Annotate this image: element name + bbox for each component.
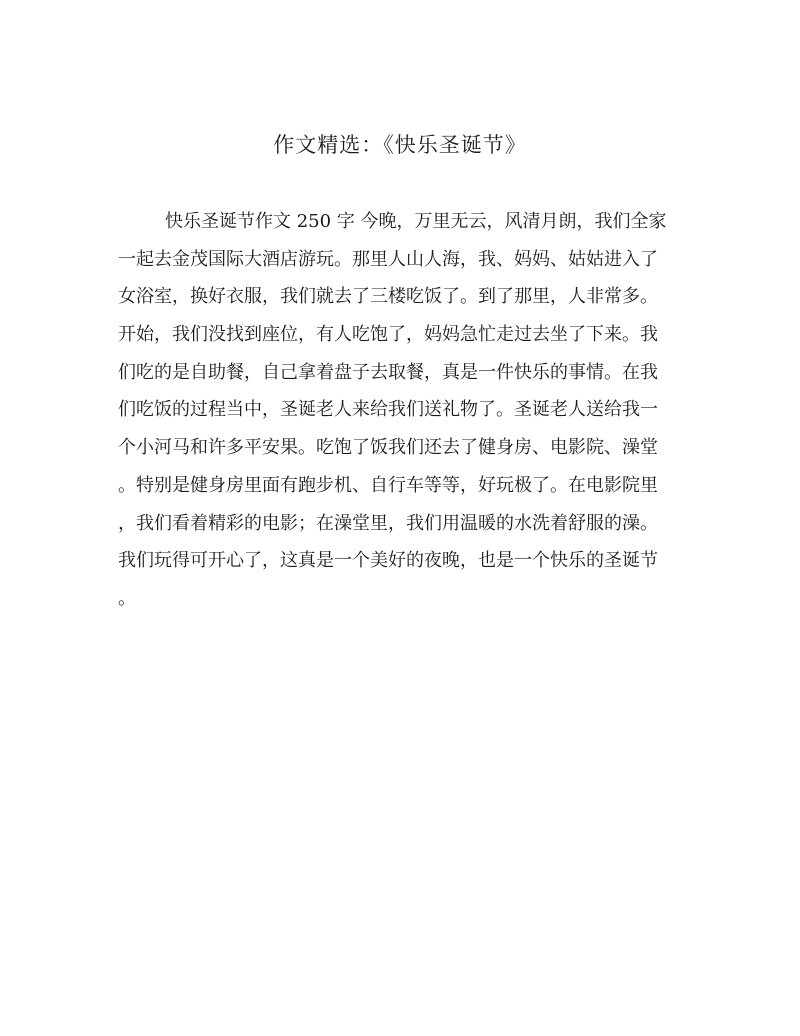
essay-body bbox=[118, 208, 678, 623]
essay-line: 们吃饭的过程当中，圣诞老人来给我们送礼物了。圣诞老人送给我一 bbox=[118, 399, 658, 421]
essay-line: ，我们看着精彩的电影；在澡堂里，我们用温暖的水洗着舒服的澡。 bbox=[118, 512, 658, 534]
essay-line: 我们玩得可开心了，这真是一个美好的夜晚，也是一个快乐的圣诞节 bbox=[118, 550, 658, 572]
essay-line: 个小河马和许多平安果。吃饱了饭我们还去了健身房、电影院、澡堂 bbox=[118, 437, 658, 459]
essay-line: 开始，我们没找到座位，有人吃饱了，妈妈急忙走过去坐了下来。我 bbox=[118, 324, 658, 346]
essay-line: 一起去金茂国际大酒店游玩。那里人山人海，我、妈妈、姑姑进入了 bbox=[118, 248, 658, 270]
document-title: 作文精选：《快乐圣诞节》 bbox=[273, 133, 527, 157]
essay-line: 。特别是健身房里面有跑步机、自行车等等，好玩极了。在电影院里 bbox=[118, 474, 658, 496]
essay-line: 们吃的是自助餐，自己拿着盘子去取餐，真是一件快乐的事情。在我 bbox=[118, 361, 658, 383]
essay-line: 。 bbox=[118, 587, 136, 609]
essay-line: 女浴室，换好衣服，我们就去了三楼吃饭了。到了那里，人非常多。 bbox=[118, 286, 658, 308]
essay-line: 快乐圣诞节作文 250 字 今晚，万里无云，风清月朗，我们全家 bbox=[165, 211, 667, 232]
